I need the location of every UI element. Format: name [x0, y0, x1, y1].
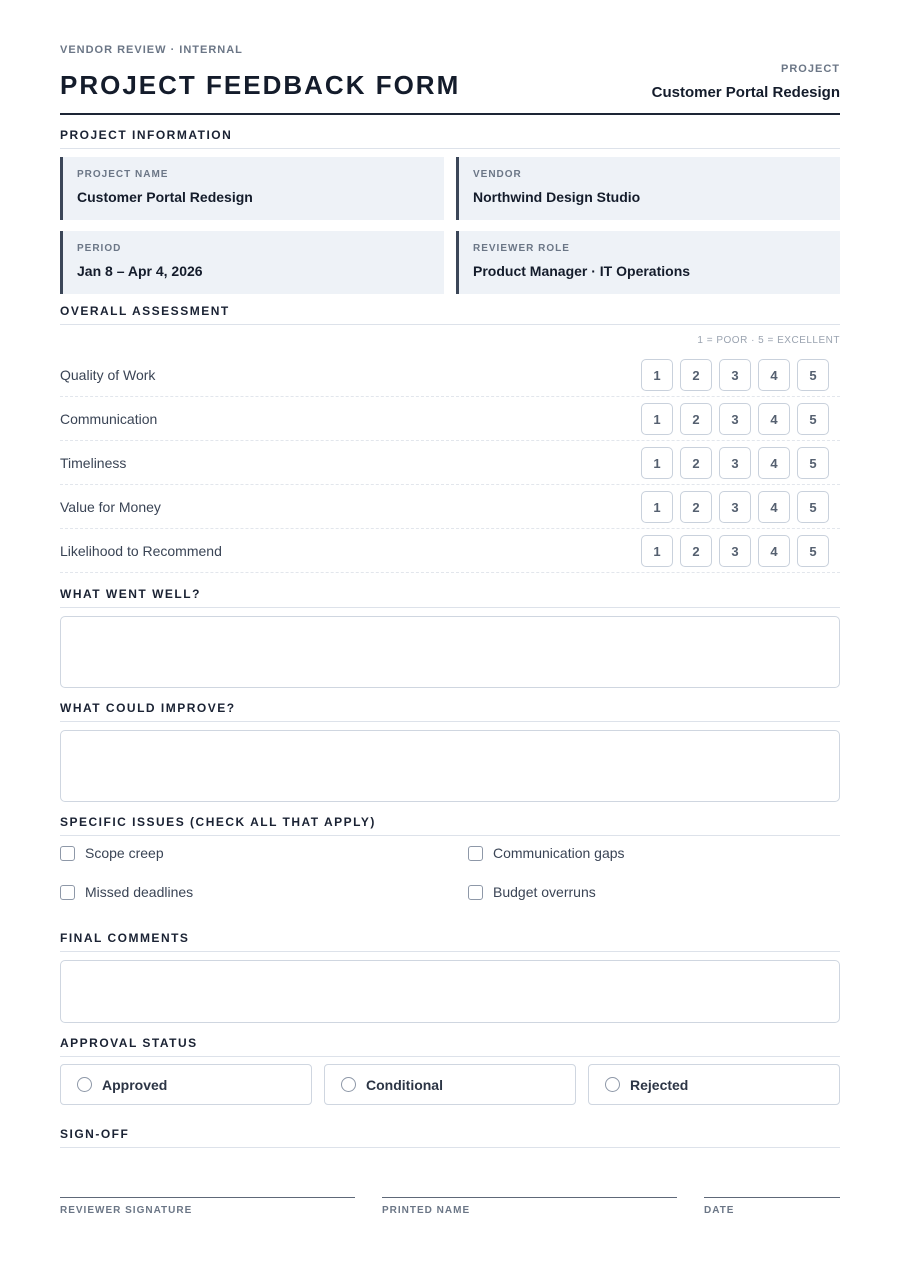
checkbox-label: Scope creep	[85, 845, 164, 861]
rating-scale	[641, 447, 829, 479]
info-card-reviewer-role	[456, 231, 840, 294]
issue-checkbox-communication-gaps[interactable]	[468, 845, 625, 861]
checkbox-box[interactable]	[468, 846, 483, 861]
checkbox-box[interactable]	[60, 885, 75, 900]
rating-option-5[interactable]: 5	[797, 535, 829, 567]
title-divider	[60, 113, 840, 115]
printed-name-label: PRINTED NAME	[382, 1205, 471, 1216]
rating-option-3[interactable]: 3	[719, 447, 751, 479]
went-well-textarea[interactable]	[60, 616, 840, 688]
section-heading-improve: WHAT COULD IMPROVE?	[60, 701, 840, 722]
printed-name-line[interactable]	[382, 1197, 677, 1198]
date-label: DATE	[704, 1205, 735, 1216]
info-label: PERIOD	[77, 243, 122, 254]
radio-label: Conditional	[366, 1076, 443, 1093]
header-project-label: PROJECT	[781, 63, 840, 75]
info-value: Customer Portal Redesign	[77, 189, 253, 205]
rating-label: Timeliness	[60, 455, 127, 471]
rating-option-1[interactable]: 1	[641, 447, 673, 479]
rating-option-3[interactable]: 3	[719, 403, 751, 435]
approval-option-approved[interactable]	[60, 1064, 312, 1105]
section-heading-signoff: SIGN-OFF	[60, 1127, 840, 1148]
rating-row-quality	[60, 353, 840, 397]
rating-option-2[interactable]: 2	[680, 447, 712, 479]
rating-row-communication	[60, 397, 840, 441]
checkbox-box[interactable]	[60, 846, 75, 861]
rating-scale	[641, 535, 829, 567]
rating-option-5[interactable]: 5	[797, 403, 829, 435]
rating-scale	[641, 359, 829, 391]
form-eyebrow: VENDOR REVIEW · INTERNAL	[60, 44, 243, 56]
rating-option-3[interactable]: 3	[719, 535, 751, 567]
rating-scale	[641, 491, 829, 523]
rating-option-4[interactable]: 4	[758, 359, 790, 391]
rating-option-3[interactable]: 3	[719, 359, 751, 391]
radio-label: Approved	[102, 1076, 168, 1093]
rating-option-1[interactable]: 1	[641, 359, 673, 391]
info-card-vendor	[456, 157, 840, 220]
rating-row-value	[60, 485, 840, 529]
checkbox-box[interactable]	[468, 885, 483, 900]
info-label: REVIEWER ROLE	[473, 243, 570, 254]
page-title: PROJECT FEEDBACK FORM	[60, 70, 461, 100]
rating-option-2[interactable]: 2	[680, 359, 712, 391]
info-card-period	[60, 231, 444, 294]
rating-option-1[interactable]: 1	[641, 535, 673, 567]
rating-option-4[interactable]: 4	[758, 447, 790, 479]
info-value: Northwind Design Studio	[473, 189, 641, 205]
issue-checkbox-budget-overruns[interactable]	[468, 884, 596, 900]
rating-option-4[interactable]: 4	[758, 491, 790, 523]
issue-checkbox-scope-creep[interactable]	[60, 845, 164, 861]
section-heading-project-info: PROJECT INFORMATION	[60, 128, 840, 149]
info-card-project-name	[60, 157, 444, 220]
checkbox-label: Budget overruns	[493, 884, 596, 900]
rating-scale	[641, 403, 829, 435]
section-heading-issues: SPECIFIC ISSUES (CHECK ALL THAT APPLY)	[60, 815, 840, 836]
rating-row-recommend	[60, 529, 840, 573]
rating-option-2[interactable]: 2	[680, 491, 712, 523]
section-heading-approval: APPROVAL STATUS	[60, 1036, 840, 1057]
rating-label: Likelihood to Recommend	[60, 543, 222, 559]
rating-option-5[interactable]: 5	[797, 447, 829, 479]
signature-label: REVIEWER SIGNATURE	[60, 1205, 193, 1216]
info-label: PROJECT NAME	[77, 169, 169, 180]
approval-option-rejected[interactable]	[588, 1064, 840, 1105]
rating-row-timeliness	[60, 441, 840, 485]
radio-circle[interactable]	[341, 1077, 356, 1092]
checkbox-label: Communication gaps	[493, 845, 625, 861]
rating-scale-note: 1 = POOR · 5 = EXCELLENT	[697, 335, 840, 346]
section-heading-final-comments: FINAL COMMENTS	[60, 931, 840, 952]
rating-option-4[interactable]: 4	[758, 403, 790, 435]
rating-option-5[interactable]: 5	[797, 491, 829, 523]
info-value: Jan 8 – Apr 4, 2026	[77, 263, 203, 279]
rating-option-3[interactable]: 3	[719, 491, 751, 523]
date-line[interactable]	[704, 1197, 840, 1198]
rating-option-2[interactable]: 2	[680, 535, 712, 567]
section-heading-went-well: WHAT WENT WELL?	[60, 587, 840, 608]
rating-label: Value for Money	[60, 499, 161, 515]
rating-option-2[interactable]: 2	[680, 403, 712, 435]
info-label: VENDOR	[473, 169, 522, 180]
rating-option-4[interactable]: 4	[758, 535, 790, 567]
info-value: Product Manager · IT Operations	[473, 263, 691, 279]
rating-label: Communication	[60, 411, 158, 427]
rating-label: Quality of Work	[60, 367, 156, 383]
approval-option-conditional[interactable]	[324, 1064, 576, 1105]
final-comments-textarea[interactable]	[60, 960, 840, 1023]
radio-circle[interactable]	[605, 1077, 620, 1092]
checkbox-label: Missed deadlines	[85, 884, 194, 900]
section-heading-assessment: OVERALL ASSESSMENT	[60, 304, 840, 325]
radio-circle[interactable]	[77, 1077, 92, 1092]
header-project-value: Customer Portal Redesign	[651, 84, 840, 101]
rating-option-5[interactable]: 5	[797, 359, 829, 391]
rating-option-1[interactable]: 1	[641, 403, 673, 435]
radio-label: Rejected	[630, 1076, 689, 1093]
improve-textarea[interactable]	[60, 730, 840, 802]
rating-option-1[interactable]: 1	[641, 491, 673, 523]
signature-line[interactable]	[60, 1197, 355, 1198]
issue-checkbox-missed-deadlines[interactable]	[60, 884, 193, 900]
